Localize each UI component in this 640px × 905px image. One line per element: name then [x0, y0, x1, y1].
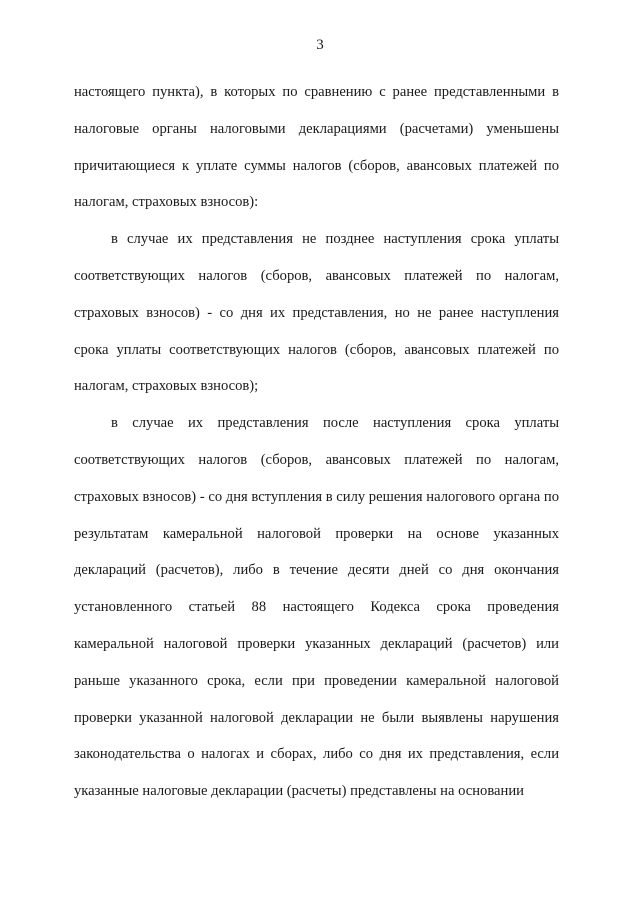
paragraph-after-deadline: в случае их представления после наступления срока уплаты соответствующих налогов (сборов, авансовых платежей по налогам, страховых взносов) - со дня вступления в силу решения налогового органа по результатам камеральной налоговой проверки на основе указанных деклараций (расчетов), либо в течение десяти дней со дня окончания установленного статьей 88 настоящего Кодекса срока проведения камеральной налоговой проверки указанных деклараций (расчетов) или раньше указанного срока, если при проведении камеральной налоговой проверки указанной налоговой декларации не были выявлены нарушения законодательства о налогах и сборах, либо со дня их представления, если указанные налоговые декларации (расчеты) представлены на основании — [74, 415, 559, 800]
paragraph-before-deadline: в случае их представления не позднее наступления срока уплаты соответствующих налогов (сборов, авансовых платежей по налогам, страховых взносов) - со дня их представления, но не ранее наступления срока уплаты соответствующих налогов (сборов, авансовых платежей по налогам, страховых взносов); — [74, 231, 559, 395]
document-body — [74, 74, 559, 810]
page-number: 3 — [316, 37, 324, 53]
paragraph-continuation: настоящего пункта), в которых по сравнению с ранее представленными в налоговые органы налоговыми декларациями (расчетами) уменьшены причитающиеся к уплате суммы налогов (сборов, авансовых платежей по налогам, страховых взносов): — [74, 84, 559, 211]
